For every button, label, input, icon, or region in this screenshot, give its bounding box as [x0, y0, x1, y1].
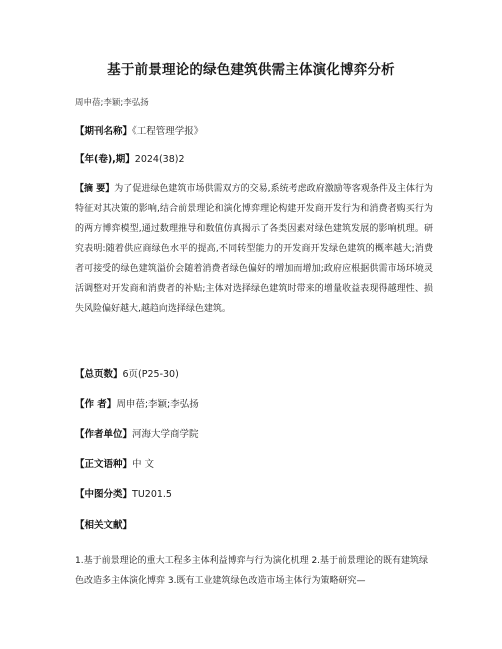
affiliation-label: 【作者单位】 [75, 429, 133, 440]
abstract-label: 【摘 要】 [75, 184, 115, 194]
pages-label: 【总页数】 [75, 369, 123, 380]
year-issue-value: 2024(38)2 [134, 154, 185, 165]
affiliation-field [75, 426, 433, 444]
related-field [75, 517, 433, 535]
classification-label: 【中图分类】 [75, 489, 133, 500]
journal-label: 【期刊名称】 [75, 126, 133, 137]
classification-value: TU201.5 [132, 489, 172, 500]
language-label: 【正文语种】 [75, 459, 133, 470]
document-title: 基于前景理论的绿色建筑供需主体演化博弈分析 [107, 62, 395, 78]
year-issue-label: 【年(卷),期】 [75, 154, 135, 165]
abstract-text: 为了促进绿色建筑市场供需双方的交易,系统考虑政府激励等客观条件及主体行为特征对其决策的影响,结合前景理论和演化博弈理论构建开发商开发行为和消费者购买行为的两方博弈模型,通过数理推导和数值仿真揭示了各类因素对绿色建筑发展的影响机理。研究表明:随着供应商绿色水平的提高,不同转型能力的开发商开发绿色建筑的概率越大;消费者可接受的绿色建筑溢价会随着消费者绿色偏好的增加而增加;政府应根据供需市场环境灵活调整对开发商和消费者的补贴;主体对选择绿色建筑时带来的增量收益表现得越理性、损失风险偏好越大,越趋向选择绿色建筑。 [75, 184, 433, 314]
related-label: 【相关文献】 [75, 520, 133, 531]
journal-field [75, 123, 433, 141]
author-line: 周申蓓;李颖;李弘扬 [75, 98, 149, 108]
affiliation-value: 河海大学商学院 [132, 429, 199, 440]
pages-value: 6页(P25-30) [122, 369, 179, 380]
related-list: 1.基于前景理论的重大工程多主体利益博弈与行为演化机理 2.基于前景理论的既有建筑绿色改造多主体演化博弈 3.既有工业建筑绿色改造市场主体行为策略研究— [75, 556, 429, 586]
author-value: 周申蓓;李颖;李弘扬 [116, 399, 199, 410]
language-value: 中 文 [132, 459, 155, 470]
author-field [75, 396, 433, 414]
pages-field [75, 366, 433, 384]
abstract-field [75, 179, 433, 319]
author-label: 【作 者】 [75, 399, 117, 410]
year-issue-field [75, 151, 433, 169]
journal-value: 《工程管理学报》 [132, 126, 204, 137]
classification-field [75, 486, 433, 504]
language-field [75, 456, 433, 474]
